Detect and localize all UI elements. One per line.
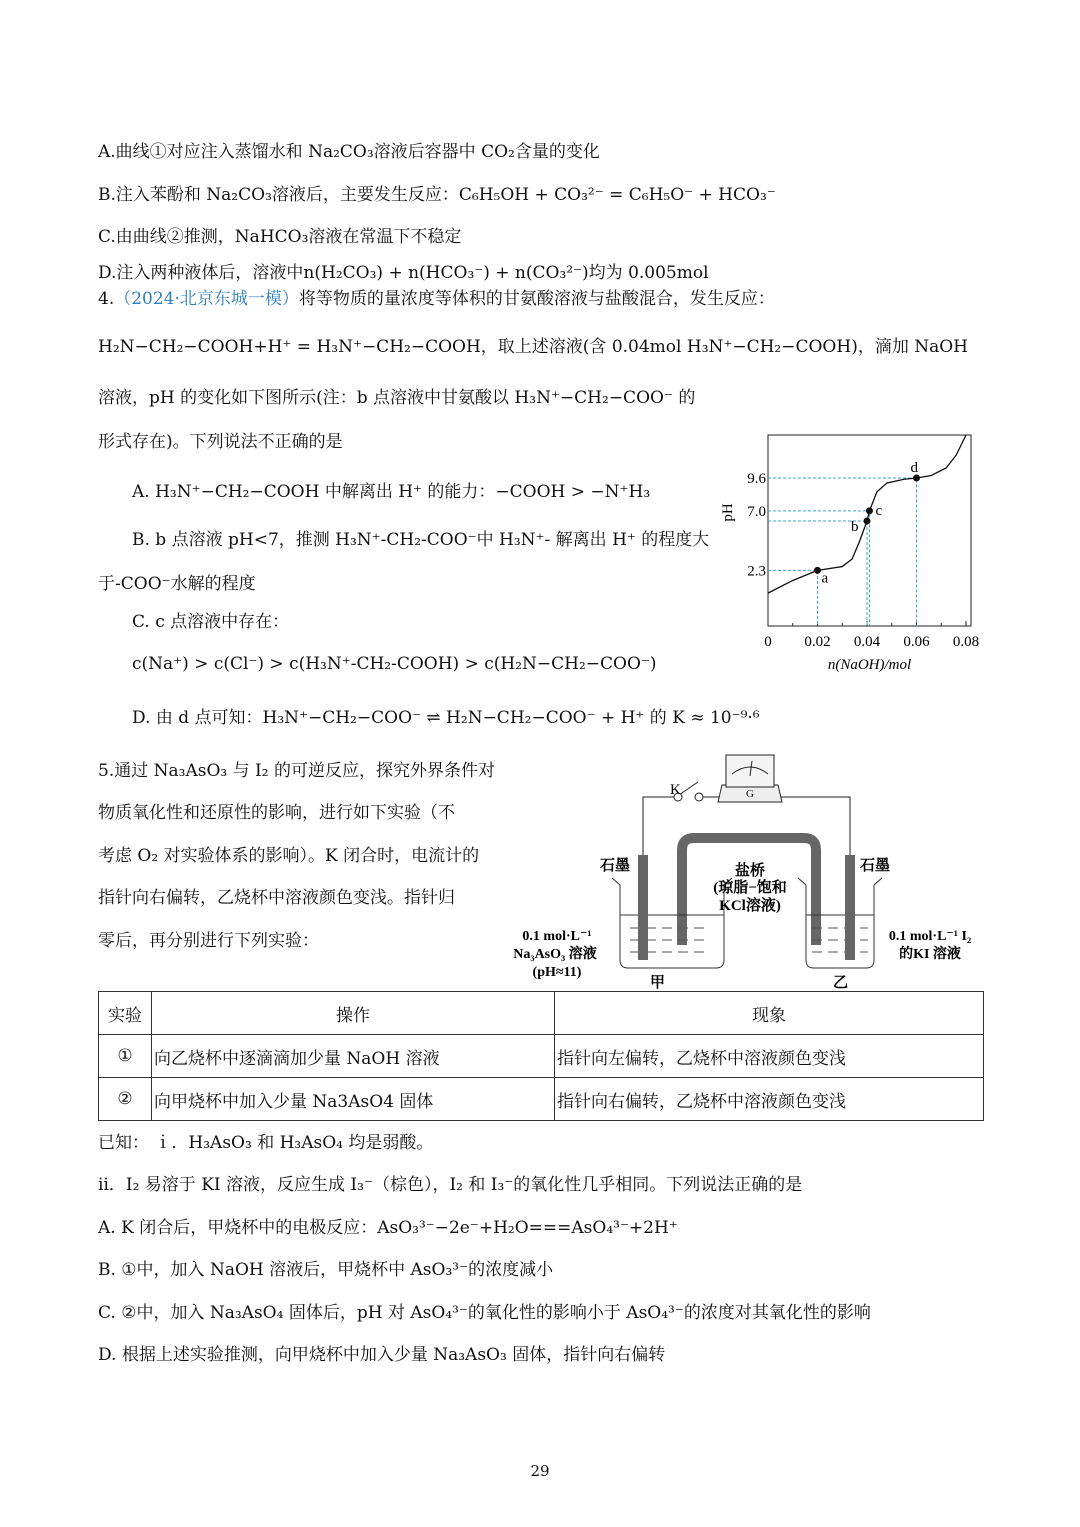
- bridge-label-2: (琼脂−饱和: [713, 880, 787, 896]
- left-solution-3: (pH≈11): [532, 965, 582, 980]
- data-point-c: [866, 507, 873, 514]
- galvanic-cell-diagram: [500, 750, 990, 990]
- table-cell: 向甲烧杯中加入少量 Na3AsO4 固体: [152, 1078, 555, 1121]
- x-tick-label: 0.02: [804, 634, 831, 650]
- point-label-b: b: [851, 519, 859, 536]
- table-header: 实验: [99, 992, 152, 1035]
- q5-stem-line1: 5.通过 Na₃AsO₃ 与 I₂ 的可逆反应，探究外界条件对: [98, 761, 495, 781]
- q3-option-a: A.曲线①对应注入蒸馏水和 Na₂CO₃溶液后容器中 CO₂含量的变化: [98, 142, 600, 162]
- q4-option-b: B. b 点溶液 pH<7，推测 H₃N⁺-CH₂-COO⁻中 H₃N⁺- 解离出 H⁺ 的程度大: [132, 530, 710, 550]
- left-solution-2: Na₃AsO₃ 溶液: [513, 947, 597, 962]
- guide-line: [768, 478, 917, 626]
- table-row: [99, 1078, 984, 1121]
- y-tick-label: 7.0: [747, 503, 766, 520]
- q4-option-c: C. c 点溶液中存在：: [132, 612, 290, 632]
- electrode-right-label: 石墨: [860, 858, 891, 874]
- ph-titration-chart: [700, 420, 1000, 673]
- q3-option-d: D.注入两种液体后，溶液中n(H₂CO₃) + n(HCO₃⁻) + n(CO₃²⁻)均为 0.005mol: [98, 263, 709, 283]
- q4-stem-text: 将等物质的量浓度等体积的甘氨酸溶液与盐酸混合，发生反应：: [298, 289, 775, 309]
- salt-bridge-label: [713, 861, 787, 914]
- q4-stem-line4: 形式存在)。下列说法不正确的是: [98, 432, 343, 452]
- q3-option-c: C.由曲线②推测，NaHCO₃溶液在常温下不稳定: [98, 227, 462, 247]
- right-solution-2: 的KI 溶液: [899, 947, 961, 962]
- x-tick-label: 0.04: [853, 634, 881, 650]
- table-header: 操作: [152, 992, 555, 1035]
- x-tick-label: 0.08: [952, 634, 980, 650]
- q5-stem-line4: 指针向右偏转，乙烧杯中溶液颜色变浅。指针归: [98, 888, 455, 908]
- q5-option-c: C. ②中，加入 Na₃AsO₄ 固体后，pH 对 AsO₄³⁻的氧化性的影响小于 AsO₄³⁻的浓度对其氧化性的影响: [98, 1303, 871, 1323]
- table-cell: 向乙烧杯中逐滴滴加少量 NaOH 溶液: [152, 1035, 555, 1078]
- q4-option-c-expr: c(Na⁺) > c(Cl⁻) > c(H₃N⁺-CH₂-COOH) > c(H₂N−CH₂−COO⁻): [132, 654, 657, 674]
- known-1: 已知： ｉ．H₃AsO₃ 和 H₃AsO₄ 均是弱酸。: [98, 1133, 434, 1153]
- q5-stem-line2: 物质氧化性和还原性的影响，进行如下实验（不: [98, 803, 455, 823]
- beaker-right: [798, 878, 882, 968]
- q4-number: 4.: [98, 289, 115, 309]
- wire-left: [643, 797, 676, 855]
- electrode-right: [845, 855, 855, 960]
- y-axis-label: pH: [720, 503, 736, 522]
- q5-option-d: D. 根据上述实验推测，向甲烧杯中加入少量 Na₃AsO₃ 固体，指针向右偏转: [98, 1345, 666, 1365]
- point-label-a: a: [821, 570, 829, 587]
- right-solution-label: [889, 929, 971, 962]
- bridge-label-1: 盐桥: [734, 863, 766, 879]
- y-tick-label: 2.3: [747, 563, 766, 580]
- right-solution-1: 0.1 mol·L⁻¹ I₂: [888, 929, 972, 944]
- q4-source: （2024·北京东城一模）: [114, 289, 299, 309]
- electrode-left-label: 石墨: [600, 858, 631, 874]
- q5-stem-line5: 零后，再分别进行下列实验：: [98, 931, 319, 951]
- data-point-b: [864, 518, 871, 525]
- data-point-a: [814, 567, 821, 574]
- q5-option-b: B. ①中，加入 NaOH 溶液后，甲烧杯中 AsO₃³⁻的浓度减小: [98, 1260, 554, 1280]
- table-header-row: [99, 992, 984, 1035]
- q4-option-d: D. 由 d 点可知：H₃N⁺−CH₂−COO⁻ ⇌ H₂N−CH₂−COO⁻ + H⁺ 的 K ≈ 10⁻⁹·⁶: [132, 708, 760, 728]
- table-cell: ①: [99, 1035, 152, 1078]
- table-cell: ②: [99, 1078, 152, 1121]
- bridge-label-3: KCl溶液): [719, 898, 781, 914]
- table-cell: 指针向右偏转，乙烧杯中溶液颜色变浅: [555, 1078, 984, 1121]
- table-cell: 指针向左偏转，乙烧杯中溶液颜色变浅: [555, 1035, 984, 1078]
- guide-line: [768, 570, 818, 626]
- page-number: 29: [530, 1462, 550, 1480]
- x-tick-label: 0.06: [903, 634, 930, 650]
- table-row: [99, 1035, 984, 1078]
- q4-stem-line3: 溶液，pH 的变化如下图所示(注：b 点溶液中甘氨酸以 H₃N⁺−CH₂−COO⁻ 的: [98, 388, 696, 408]
- switch-k-icon: [679, 782, 698, 795]
- wire-right: [750, 797, 850, 855]
- electrode-left: [638, 855, 648, 960]
- q4-option-b-cont: 于-COO⁻水解的程度: [98, 574, 256, 594]
- y-tick-label: 9.6: [747, 471, 766, 488]
- x-tick-label: 0: [764, 634, 772, 650]
- q5-option-a: A. K 闭合后，甲烧杯中的电极反应：AsO₃³⁻−2e⁻+H₂O===AsO₄³⁻+2H⁺: [98, 1218, 678, 1238]
- x-axis-label: n(NaOH)/mol: [827, 657, 912, 673]
- q5-stem-line3: 考虑 O₂ 对实验体系的影响）。K 闭合时，电流计的: [98, 846, 480, 866]
- beaker-right-label: 乙: [833, 975, 849, 991]
- switch-label: K: [670, 782, 681, 798]
- left-solution-label: [513, 929, 596, 980]
- q4-stem-line2: H₂N−CH₂−COOH+H⁺ = H₃N⁺−CH₂−COOH，取上述溶液(含 0.04mol H₃N⁺−CH₂−COOH)，滴加 NaOH: [98, 337, 969, 357]
- meter-label: G: [746, 788, 754, 800]
- point-label-d: d: [910, 460, 918, 477]
- q3-option-b: B.注入苯酚和 Na₂CO₃溶液后，主要发生反应：C₆H₅OH + CO₃²⁻ = C₆H₅O⁻ + HCO₃⁻: [98, 185, 776, 205]
- q4-stem-line1: [98, 287, 775, 311]
- experiment-table: [98, 991, 984, 1121]
- point-label-c: c: [875, 502, 883, 519]
- table-header: 现象: [555, 992, 984, 1035]
- q4-option-a: A. H₃N⁺−CH₂−COOH 中解离出 H⁺ 的能力：−COOH > −N⁺H₃: [132, 482, 651, 502]
- known-2: ⅱ．I₂ 易溶于 KI 溶液，反应生成 I₃⁻（棕色），I₂ 和 I₃⁻的氧化性几乎相同。下列说法正确的是: [98, 1175, 803, 1195]
- left-solution-1: 0.1 mol·L⁻¹: [522, 929, 592, 944]
- beaker-left-label: 甲: [650, 975, 666, 991]
